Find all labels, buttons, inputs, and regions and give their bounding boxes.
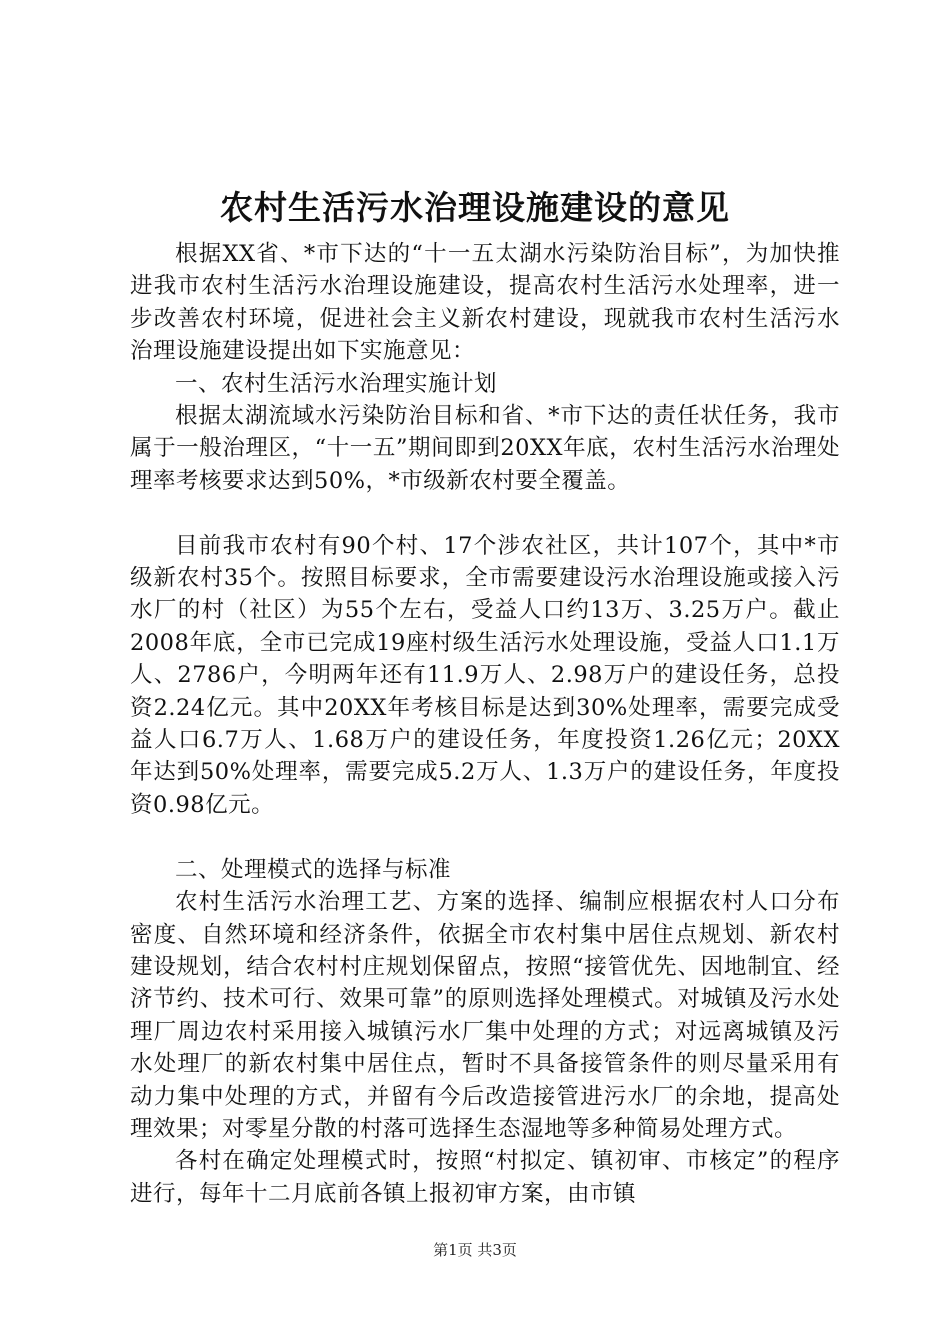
document-body [130, 238, 840, 1210]
plan-paragraph-1: 根据太湖流域水污染防治目标和省、*市下达的责任状任务，我市属于一般治理区，“十一五”期间即到20XX年底，农村生活污水治理处理率考核要求达到50%，*市级新农村要全覆盖。 [130, 403, 840, 494]
section-heading-2: 二、处理模式的选择与标准 [175, 856, 452, 883]
mode-paragraph-1: 农村生活污水治理工艺、方案的选择、编制应根据农村人口分布密度、自然环境和经济条件，依据全市农村集中居住点规划、新农村建设规划，结合农村村庄规划保留点，按照“接管优先、因地制宜、经济节约、技术可行、效果可靠”的原则选择处理模式。对城镇及污水处理厂周边农村采用接入城镇污水厂集中处理的方式；对远离城镇及污水处理厂的新农村集中居住点，暂时不具备接管条件的则尽量采用有动力集中处理的方式，并留有今后改造接管进污水厂的余地，提高处理效果；对零星分散的村落可选择生态湿地等多种简易处理方式。 [130, 889, 840, 1142]
paragraph-gap [130, 821, 840, 853]
intro-paragraph: 根据XX省、*市下达的“十一五太湖水污染防治目标”，为加快推进我市农村生活污水治理设施建设，提高农村生活污水处理率，进一步改善农村环境，促进社会主义新农村建设，现就我市农村生活污水治理设施建设提出如下实施意见： [130, 241, 840, 365]
section-heading-1: 一、农村生活污水治理实施计划 [175, 370, 498, 397]
plan-paragraph-2: 目前我市农村有90个村、17个涉农社区，共计107个，其中*市级新农村35个。按照目标要求，全市需要建设污水治理设施或接入污水厂的村（社区）为55个左右，受益人口约13万、3.25万户。截止2008年底，全市已完成19座村级生活污水处理设施，受益人口1.1万人、2786户，今明两年还有11.9万人、2.98万户的建设任务，总投资2.24亿元。其中20XX年考核目标是达到30%处理率，需要完成受益人口6.7万人、1.68万户的建设任务，年度投资1.26亿元；20XX年达到50%处理率，需要完成5.2万人、1.3万户的建设任务，年度投资0.98亿元。 [130, 532, 840, 818]
paragraph-gap [130, 497, 840, 529]
page-footer: 第1页 共3页 [433, 1241, 517, 1259]
mode-paragraph-2: 各村在确定处理模式时，按照“村拟定、镇初审、市核定”的程序进行，每年十二月底前各镇上报初审方案，由市镇 [130, 1148, 840, 1207]
document-title: 农村生活污水治理设施建设的意见 [220, 188, 730, 227]
